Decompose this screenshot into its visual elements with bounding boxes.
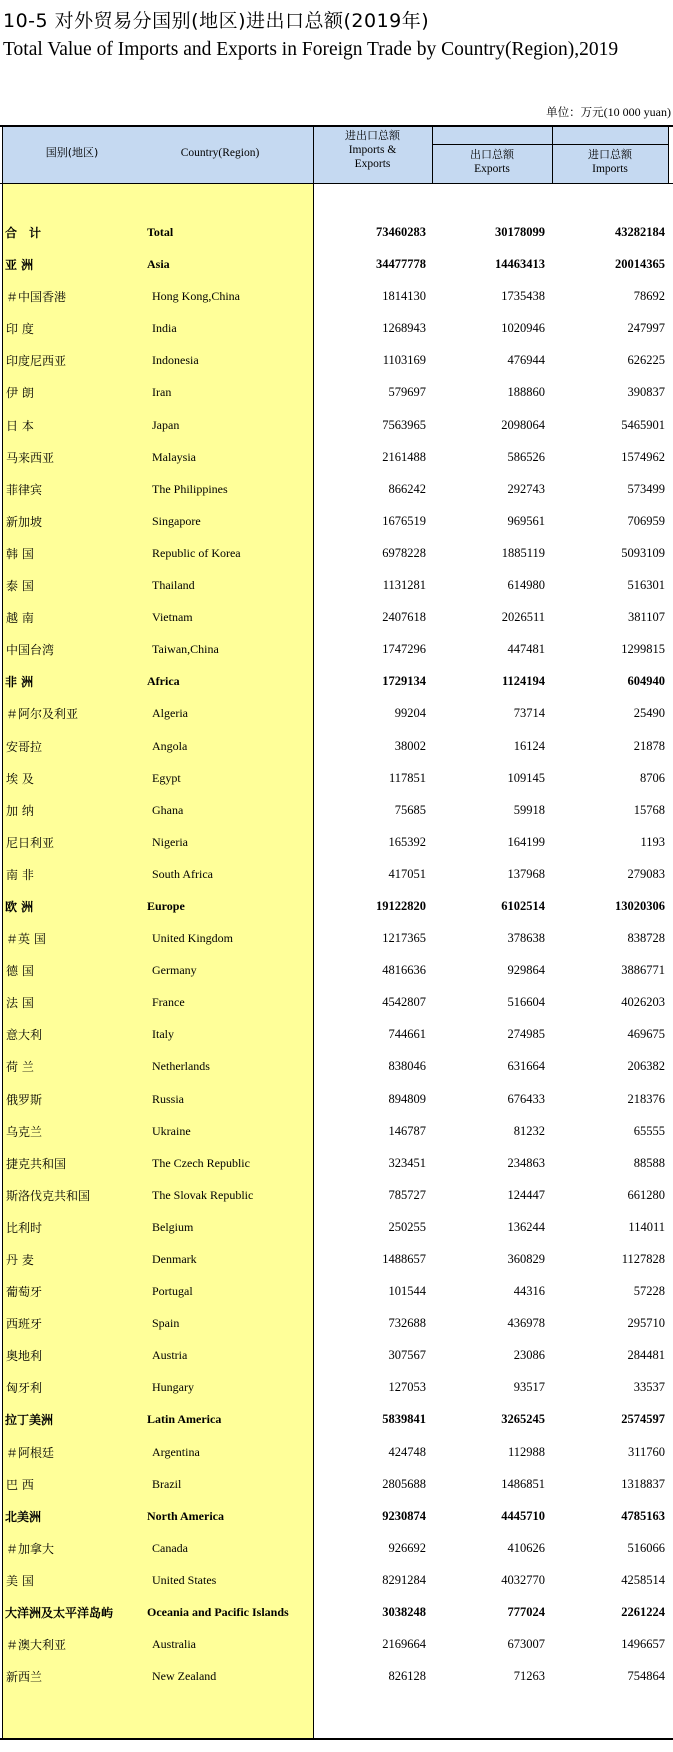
total-value: 19122820 (376, 898, 426, 913)
region-name-cn: 捷克共和国 (6, 1156, 67, 1171)
table-row (0, 1243, 673, 1275)
region-name-en: Canada (152, 1540, 188, 1555)
imports-value: 2574597 (621, 1412, 665, 1427)
region-name-en: Argentina (152, 1444, 200, 1459)
exports-value: 1020946 (501, 321, 545, 336)
total-value: 7563965 (382, 417, 426, 432)
imports-value: 381107 (627, 610, 665, 625)
total-value: 785727 (388, 1187, 426, 1202)
region-name-en: Taiwan,China (152, 642, 219, 657)
top-rule (0, 125, 673, 127)
table-row (0, 505, 673, 537)
imports-value: 4785163 (621, 1508, 665, 1523)
exports-value: 234863 (507, 1155, 545, 1170)
region-name-en: Portugal (152, 1284, 193, 1299)
exports-value: 436978 (507, 1316, 545, 1331)
total-value: 34477778 (376, 257, 426, 272)
region-name-en: Egypt (152, 770, 181, 785)
table-row (0, 376, 673, 408)
region-name-cn: 亚 洲 (5, 258, 34, 273)
imports-value: 1496657 (621, 1637, 665, 1652)
table-row (0, 697, 673, 729)
imports-value: 218376 (627, 1091, 665, 1106)
table-row (0, 1083, 673, 1115)
region-name-en: Total (147, 225, 174, 239)
imports-value: 13020306 (615, 898, 665, 913)
exports-value: 929864 (507, 963, 545, 978)
region-name-cn: 乌克兰 (6, 1124, 43, 1139)
exports-value: 81232 (513, 1123, 545, 1138)
total-value: 127053 (388, 1380, 426, 1395)
region-name-en: Latin America (147, 1412, 222, 1427)
table-row (0, 1050, 673, 1082)
exports-value: 137968 (507, 866, 545, 881)
region-name-cn: 尼日利亚 (6, 835, 55, 850)
imports-value: 65555 (633, 1123, 665, 1138)
trade-table (0, 126, 673, 1740)
exports-value: 1885119 (501, 545, 545, 560)
total-value: 1747296 (382, 642, 426, 657)
region-name-en: United Kingdom (152, 931, 233, 946)
total-value: 5839841 (382, 1412, 426, 1427)
table-row (0, 1468, 673, 1500)
exports-value: 673007 (507, 1637, 545, 1652)
region-name-en: Angola (152, 738, 188, 753)
region-name-en: India (152, 321, 177, 336)
region-name-en: Austria (152, 1348, 188, 1363)
imports-value: 8706 (640, 770, 665, 785)
imports-value: 43282184 (615, 225, 665, 239)
total-value: 2169664 (382, 1637, 426, 1652)
region-name-en: Denmark (152, 1252, 197, 1266)
region-name-cn: 美 国 (6, 1573, 34, 1588)
total-value: 424748 (388, 1444, 426, 1459)
imports-value: 5093109 (621, 545, 665, 560)
header-region-en: Country(Region) (180, 147, 260, 159)
region-name-cn: 南 非 (6, 867, 34, 882)
total-value: 866242 (388, 481, 426, 496)
exports-value: 614980 (507, 578, 545, 593)
region-name-cn: 新加坡 (6, 514, 43, 529)
region-name-en: Australia (152, 1637, 196, 1652)
total-value: 1676519 (382, 513, 426, 528)
region-name-en: Malaysia (152, 449, 196, 464)
table-row (0, 794, 673, 826)
region-name-en: Italy (152, 1027, 174, 1042)
region-name-cn: 合 计 (5, 226, 42, 240)
region-name-cn: 泰 国 (6, 579, 34, 594)
imports-value: 21878 (633, 738, 665, 753)
region-name-cn: 斯洛伐克共和国 (6, 1188, 91, 1203)
imports-value: 284481 (627, 1348, 665, 1363)
total-value: 579697 (388, 385, 426, 400)
region-name-cn: 中国台湾 (6, 643, 55, 658)
region-name-cn: ＃澳大利亚 (6, 1638, 67, 1653)
imports-value: 516301 (627, 578, 665, 593)
region-name-en: Netherlands (152, 1059, 210, 1074)
total-value: 146787 (388, 1123, 426, 1138)
table-title-cn: 10-5 对外贸易分国别(地区)进出口总额(2019年) (3, 10, 430, 32)
exports-value: 23086 (513, 1348, 545, 1363)
region-name-en: Thailand (152, 578, 195, 593)
table-row (0, 1307, 673, 1339)
imports-value: 311760 (627, 1444, 665, 1459)
table-row (0, 730, 673, 762)
exports-value: 73714 (513, 706, 545, 721)
region-name-cn: 德 国 (6, 964, 34, 979)
region-name-cn: 大洋洲及太平洋岛屿 (5, 1606, 114, 1621)
total-value: 3038248 (382, 1605, 426, 1620)
region-name-cn: 安哥拉 (6, 739, 43, 754)
imports-value: 247997 (627, 321, 665, 336)
region-name-cn: ＃加拿大 (6, 1541, 55, 1556)
region-name-en: Hungary (152, 1380, 194, 1395)
region-name-en: South Africa (152, 866, 213, 881)
region-name-cn: ＃阿尔及利亚 (6, 707, 79, 722)
region-name-cn: 俄罗斯 (6, 1092, 43, 1107)
imports-value: 78692 (633, 289, 665, 304)
table-row (0, 569, 673, 601)
exports-value: 93517 (513, 1380, 545, 1395)
region-name-cn: 越 南 (6, 611, 34, 626)
table-row (0, 1147, 673, 1179)
exports-value: 3265245 (501, 1412, 545, 1427)
total-value: 926692 (388, 1540, 426, 1555)
table-body (0, 216, 673, 1692)
total-value: 250255 (388, 1219, 426, 1234)
region-name-en: Russia (152, 1091, 185, 1106)
total-value: 9230874 (382, 1508, 426, 1523)
region-name-en: Vietnam (152, 610, 193, 625)
region-name-en: Algeria (152, 706, 188, 721)
table-row (0, 1628, 673, 1660)
imports-value: 279083 (627, 866, 665, 881)
exports-value: 59918 (513, 802, 545, 817)
total-value: 838046 (388, 1059, 426, 1074)
exports-value: 586526 (507, 449, 545, 464)
region-name-en: The Slovak Republic (152, 1187, 254, 1202)
region-name-cn: 欧 洲 (5, 899, 34, 914)
header-sub-rule (432, 144, 669, 145)
table-row (0, 537, 673, 569)
region-name-en: North America (147, 1508, 224, 1523)
total-value: 75685 (394, 802, 426, 817)
table-row (0, 858, 673, 890)
exports-value: 2026511 (501, 610, 545, 625)
imports-value: 661280 (627, 1187, 665, 1202)
imports-value: 5465901 (621, 417, 665, 432)
exports-value: 292743 (507, 481, 545, 496)
region-name-cn: 韩 国 (6, 546, 34, 561)
unit-en: (10 000 yuan) (603, 105, 671, 119)
exports-value: 360829 (507, 1252, 545, 1266)
imports-value: 706959 (627, 513, 665, 528)
exports-value: 2098064 (501, 417, 545, 432)
total-value: 1488657 (382, 1252, 426, 1266)
region-name-en: Ghana (152, 802, 184, 817)
header-region-cn: 国别(地区) (45, 146, 99, 159)
region-name-en: France (152, 995, 185, 1010)
region-name-en: The Philippines (152, 481, 228, 496)
imports-value: 1193 (640, 834, 665, 849)
exports-value: 410626 (507, 1540, 545, 1555)
region-name-cn: 日 本 (6, 418, 34, 433)
table-row (0, 762, 673, 794)
region-name-cn: 丹 麦 (6, 1253, 34, 1267)
region-name-cn: 西班牙 (6, 1317, 43, 1332)
imports-value: 573499 (627, 481, 665, 496)
region-name-cn: 北美洲 (5, 1509, 42, 1524)
total-value: 1217365 (382, 931, 426, 946)
total-value: 1729134 (382, 674, 426, 689)
table-row (0, 441, 673, 473)
region-name-cn: ＃阿根廷 (6, 1445, 55, 1460)
exports-value: 777024 (507, 1605, 545, 1620)
table-row (0, 922, 673, 954)
region-name-en: Oceania and Pacific Islands (147, 1605, 289, 1620)
total-value: 2805688 (382, 1476, 426, 1491)
total-value: 99204 (394, 706, 426, 721)
total-value: 1131281 (382, 578, 426, 593)
imports-value: 838728 (627, 931, 665, 946)
total-value: 307567 (388, 1348, 426, 1363)
table-row (0, 473, 673, 505)
header-exports: 出口总额 Exports (470, 148, 514, 175)
region-name-en: Indonesia (152, 353, 199, 368)
region-name-en: Japan (152, 417, 180, 432)
exports-value: 164199 (507, 834, 545, 849)
header-bottom-rule (0, 183, 673, 184)
region-name-cn: 马来西亚 (6, 450, 55, 465)
unit-label (546, 104, 671, 120)
region-name-cn: ＃中国香港 (6, 290, 67, 305)
table-row (0, 1018, 673, 1050)
table-row (0, 633, 673, 665)
region-name-en: Africa (147, 674, 180, 689)
table-row (0, 344, 673, 376)
table-row (0, 1211, 673, 1243)
imports-value: 88588 (633, 1155, 665, 1170)
exports-value: 136244 (507, 1219, 545, 1234)
total-value: 1103169 (382, 353, 426, 368)
region-name-en: New Zealand (152, 1669, 217, 1684)
table-row (0, 1339, 673, 1371)
total-value: 73460283 (376, 225, 426, 239)
total-value: 101544 (388, 1284, 426, 1299)
exports-value: 516604 (507, 995, 545, 1010)
right-border-header (668, 126, 669, 183)
exports-value: 1124194 (501, 674, 545, 689)
unit-cn: 单位：万元 (546, 105, 604, 119)
table-row (0, 216, 673, 248)
region-name-cn: 巴 西 (6, 1477, 34, 1492)
total-value: 8291284 (382, 1572, 426, 1587)
region-name-en: Asia (147, 257, 170, 272)
total-value: 1268943 (382, 321, 426, 336)
table-row (0, 1115, 673, 1147)
imports-value: 57228 (633, 1284, 665, 1299)
table-row (0, 1660, 673, 1692)
region-name-cn: 匈牙利 (6, 1381, 43, 1396)
table-row (0, 665, 673, 697)
exports-value: 378638 (507, 931, 545, 946)
region-name-cn: 意大利 (6, 1028, 43, 1043)
imports-value: 25490 (633, 706, 665, 721)
total-value: 323451 (388, 1155, 426, 1170)
table-row (0, 312, 673, 344)
table-row (0, 1275, 673, 1307)
imports-value: 33537 (633, 1380, 665, 1395)
region-name-cn: 非 洲 (5, 675, 34, 690)
region-name-cn: 伊 朗 (6, 386, 34, 401)
exports-value: 447481 (507, 642, 545, 657)
region-name-cn: 印度尼西亚 (6, 354, 67, 369)
total-value: 38002 (394, 738, 426, 753)
imports-value: 754864 (627, 1669, 665, 1684)
table-row (0, 1596, 673, 1628)
imports-value: 114011 (628, 1219, 665, 1234)
table-row (0, 1436, 673, 1468)
imports-value: 626225 (627, 353, 665, 368)
table-row (0, 1532, 673, 1564)
imports-value: 1574962 (621, 449, 665, 464)
region-name-en: Hong Kong,China (152, 289, 240, 304)
table-row (0, 409, 673, 441)
total-value: 6978228 (382, 545, 426, 560)
total-value: 2407618 (382, 610, 426, 625)
region-name-cn: 印 度 (6, 322, 34, 337)
exports-value: 71263 (513, 1669, 545, 1684)
exports-value: 631664 (507, 1059, 545, 1074)
region-name-en: The Czech Republic (152, 1155, 250, 1170)
region-name-en: Belgium (152, 1219, 194, 1234)
header-total: 进出口总额 Imports & Exports (345, 129, 400, 170)
exports-value: 30178099 (495, 225, 545, 239)
region-name-cn: 埃 及 (6, 771, 34, 786)
total-value: 732688 (388, 1316, 426, 1331)
exports-value: 676433 (507, 1091, 545, 1106)
exports-value: 112988 (507, 1444, 545, 1459)
imports-value: 469675 (627, 1027, 665, 1042)
total-value: 4542807 (382, 995, 426, 1010)
table-row (0, 954, 673, 986)
table-row (0, 1179, 673, 1211)
exports-value: 14463413 (495, 257, 545, 272)
exports-value: 4032770 (501, 1572, 545, 1587)
region-name-cn: 菲律宾 (6, 482, 43, 497)
region-name-cn: ＃英 国 (6, 932, 46, 947)
region-name-cn: 加 纳 (6, 803, 34, 818)
region-name-en: Europe (147, 898, 185, 913)
imports-value: 1127828 (621, 1252, 665, 1266)
region-name-en: Brazil (152, 1476, 182, 1491)
imports-value: 604940 (627, 674, 665, 689)
imports-value: 206382 (627, 1059, 665, 1074)
exports-value: 124447 (507, 1187, 545, 1202)
imports-value: 15768 (633, 802, 665, 817)
table-row (0, 826, 673, 858)
region-name-cn: 奥地利 (6, 1349, 43, 1364)
exports-value: 969561 (507, 513, 545, 528)
table-row (0, 601, 673, 633)
imports-value: 1299815 (621, 642, 665, 657)
table-row (0, 986, 673, 1018)
total-value: 1814130 (382, 289, 426, 304)
imports-value: 2261224 (621, 1605, 665, 1620)
total-value: 826128 (388, 1669, 426, 1684)
exports-value: 188860 (507, 385, 545, 400)
imports-value: 3886771 (621, 963, 665, 978)
total-value: 744661 (388, 1027, 426, 1042)
total-value: 894809 (388, 1091, 426, 1106)
table-row (0, 1403, 673, 1435)
table-title-en: Total Value of Imports and Exports in Foreign Trade by Country(Region),2019 (3, 39, 619, 60)
region-name-en: Singapore (152, 513, 201, 528)
region-name-cn: 法 国 (6, 996, 34, 1011)
region-name-cn: 比利时 (6, 1220, 43, 1235)
imports-value: 1318837 (621, 1476, 665, 1491)
region-name-en: Nigeria (152, 834, 188, 849)
table-row (0, 890, 673, 922)
imports-value: 516066 (627, 1540, 665, 1555)
total-value: 4816636 (382, 963, 426, 978)
exports-value: 44316 (513, 1284, 545, 1299)
region-name-en: Spain (152, 1316, 180, 1331)
header-imports: 进口总额 Imports (588, 148, 632, 175)
imports-value: 20014365 (615, 257, 665, 272)
table-row (0, 1371, 673, 1403)
region-name-cn: 葡萄牙 (6, 1285, 43, 1300)
region-name-en: Germany (152, 963, 197, 978)
exports-value: 476944 (507, 353, 545, 368)
exports-value: 274985 (507, 1027, 545, 1042)
table-row (0, 1500, 673, 1532)
table-row (0, 248, 673, 280)
imports-value: 295710 (627, 1316, 665, 1331)
region-name-en: United States (152, 1572, 217, 1587)
total-value: 117851 (388, 770, 426, 785)
region-name-cn: 荷 兰 (6, 1060, 34, 1075)
imports-value: 4026203 (621, 995, 665, 1010)
total-value: 417051 (388, 866, 426, 881)
exports-value: 6102514 (501, 898, 545, 913)
imports-value: 4258514 (621, 1572, 665, 1587)
region-name-cn: 拉丁美洲 (5, 1413, 54, 1428)
bottom-rule (0, 1738, 673, 1740)
table-row (0, 280, 673, 312)
exports-value: 109145 (507, 770, 545, 785)
region-name-en: Ukraine (152, 1123, 191, 1138)
exports-value: 1735438 (501, 289, 545, 304)
imports-value: 390837 (627, 385, 665, 400)
region-name-en: Republic of Korea (152, 545, 241, 560)
table-row (0, 1564, 673, 1596)
exports-value: 4445710 (501, 1508, 545, 1523)
exports-value: 1486851 (501, 1476, 545, 1491)
total-value: 2161488 (382, 449, 426, 464)
total-value: 165392 (388, 834, 426, 849)
region-name-cn: 新西兰 (6, 1670, 43, 1685)
exports-value: 16124 (513, 738, 545, 753)
region-name-en: Iran (152, 385, 172, 400)
